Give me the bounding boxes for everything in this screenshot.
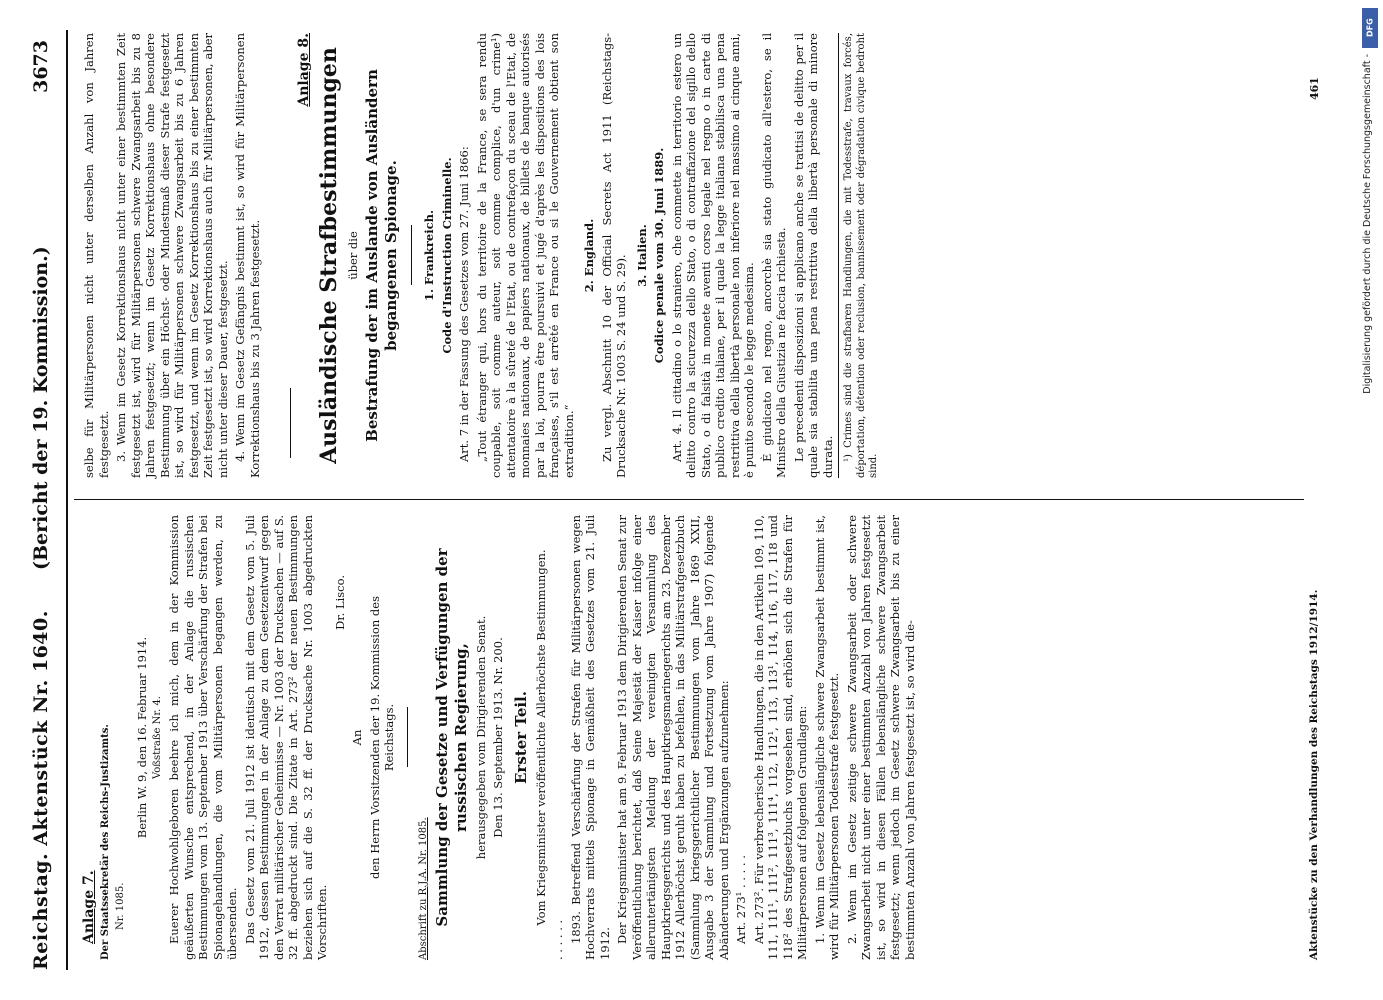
france-heading: 1. Frankreich. [422, 210, 436, 301]
letter-paragraph-2: Das Gesetz vom 21. Juli 1912 ist identisch mit dem Gesetz vom 5. Juli 1912, dessen Bestimmungen in der Anlage zu dem Gesetzentwurf gegen den Verrat militärischer Geheimnisse — Nr. 1003 der Drucksachen — auf S. 32 ff. abgedruckt sind. Die Zitate in Art. 273² der neuen Bestimmungen beziehen sich auf die S. 32 ff. der Drucksache Nr. 1003 abgedruckten Vorschriften. [242, 515, 329, 960]
france-text: „Tout étranger qui, hors du territoire de la France, se sera rendu coupable, soit comme auteur, soit comme complice, d'un crime¹) attentatoire à la sûreté de l'Etat, ou de contrefaçon du sceau de l'Etat, de monnaies nationaux, de papiers nationaux, de billets de banque autorisés par la loi, pourra être poursuivi et jugé d'après les dispositions des lois françaises, s'il est arrêté en France ou si le Gouvernement obtient son extradition.“ [474, 33, 576, 478]
signature: Dr. Lisco. [332, 575, 347, 630]
italy-heading: 3. Italien. [634, 224, 649, 287]
dfg-logo: DFG [1362, 8, 1378, 48]
provision-1: 1. Wenn im Gesetz lebenslängliche schwere Zwangsarbeit bestimmt ist, wird für Militärpersonen Todesstrafe festgesetzt. [812, 515, 841, 960]
provision-4: 4. Wenn im Gesetz Gefängnis bestimmt ist, so wird für Militärpersonen Korrektionshaus bis zu 3 Jahren festgesetzt. [233, 33, 262, 478]
italy-paragraph-2: È giudicato nel regno, ancorchè sia stato giudicato all'estero, se il Ministro della Giustizia ne faccia richiesta. [759, 33, 788, 478]
subtitle: Bestrafung der im Auslande von Ausländern begangenen Spionage. [363, 69, 400, 442]
france-code: Code d'Instruction Criminelle. [439, 157, 454, 354]
collection-title: Sammlung der Gesetze und Verfügungen der russischen Regierung, [432, 548, 470, 927]
letter-paragraph-1: Euerer Hochwohlgeboren beehre ich mich, dem in der Kommission geäußerten Wunsche entsprechend, in der Anlage die russischen Bestimmungen vom 13. September 1913 über Verschärfung der Strafen bei Spionagehandlungen, die vom Militärpersonen begangen werden, zu übersenden. [167, 515, 239, 960]
minister-heading: Vom Kriegsminister veröffentlichte Allerhöchste Bestimmungen. [533, 549, 548, 926]
ellipsis-dots: . . . . . . [551, 919, 565, 960]
separator-2 [290, 388, 291, 458]
addressee: den Herrn Vorsitzenden der 19. Kommission des Reichstags. [367, 596, 396, 879]
anlage-7-heading: Anlage 7. [81, 870, 97, 944]
header-page-number: 3673 [30, 40, 52, 93]
abschrift-note: Abschrift zu R.J.A. Nr. 1085. [417, 817, 429, 960]
page-header [8, 0, 68, 1000]
footnote: ¹) Crimes sind die strafbaren Handlungen, die mit Todesstrafe, travaux forcés, déportation, détention oder reclusion, bannissement oder dégradation civique bedroht sind. [838, 33, 881, 478]
continuation-text: selbe für Militärpersonen nicht unter derselben Anzahl von Jahren festgesetzt. [82, 33, 111, 478]
france-article: Art. 7 in der Fassung des Gesetzes vom 27. Juni 1866: [457, 146, 471, 462]
publisher: herausgegeben vom Dirigierenden Senat. [473, 615, 488, 860]
header-left: Reichstag. Aktenstück Nr. 1640. [30, 610, 52, 970]
england-text: Zu vergl. Abschnitt 10 der Official Secrets Act 1911 (Reichstags-Drucksache Nr. 1003 S. 24 und S. 29). [599, 33, 628, 478]
anlage-8-heading: Anlage 8. [296, 33, 312, 107]
italy-paragraph-3: Le precedenti disposizioni si applicano anche se trattisi de delitto per il quale sia stabilita una pena restrittiva della libertà personale di minore durata. [791, 33, 835, 478]
digitization-text: Digitalisierung gefördert durch die Deutsche Forschungsgemeinschaft - [1362, 54, 1373, 394]
footer-collection: Aktenstücke zu den Verhandlungen des Reichstags 1912/1914. [1308, 589, 1320, 960]
main-title: Ausländische Strafbestimmungen [315, 47, 342, 464]
sender-number: Nr. 1085. [114, 882, 126, 930]
footer-page-number: 461 [1308, 77, 1321, 100]
header-center: (Bericht der 19. Kommission.) [30, 246, 52, 570]
right-column [82, 33, 884, 478]
part-heading: Erster Teil. [511, 691, 530, 784]
provision-2: 2. Wenn im Gesetz zeitige schwere Zwangsarbeit oder schwere Zwangsarbeit nicht unter einer bestimmten Anzahl von Jahren festgesetzt ist, so wird in diesen Fällen lebenslängliche schwere Zwangsarbeit festgesetzt; wenn jedoch im Gesetz schwere Zwangsarbeit bis zu einer bestimmten Anzahl von Jahren festgesetzt ist, so wird die- [844, 515, 917, 960]
publication-date: Den 13. September 1913. Nr. 200. [491, 637, 505, 838]
street: Voßstraße Nr. 4. [152, 696, 163, 780]
separator-3 [411, 226, 412, 286]
left-column [82, 515, 920, 960]
paragraph-1893: 1893. Betreffend Verschärfung der Strafen für Militärpersonen wegen Hochverrats mittels Spionage in Gemäßheit des Gesetzes vom 21. Juli 1912. [568, 515, 612, 960]
separator [407, 708, 408, 768]
header-rule [66, 30, 68, 970]
italy-code: Codice penale vom 30. Juni 1889. [652, 147, 666, 364]
title-ueber: über die [345, 231, 360, 280]
italy-article-4: Art. 4. Il cittadino o lo straniero, che commette in territorio estero un delitto contro la sicurezza dello Stato, o di contraffazione del sigillo dello Stato, o di falsità in monete aventi corso legale nel regno o in carte di publico credito italiane, per il quale la legge italiana stabilisca una pena restrittiva della libertà personale non inferiore nel massimo ai cinque anni, è punito secondo le legge medesima. [669, 33, 756, 478]
provision-3: 3. Wenn im Gesetz Korrektionshaus nicht unter einer bestimmten Zeit festgesetzt ist, wird für Militärpersonen schwere Zwangsarbeit bis zu 8 Jahren festgesetzt; wenn im Gesetz Korrektionshaus ohne besondere Bestimmung über ein Höchst- oder Mindestmaß dieser Strafe festgesetzt ist, so wird für Militärpersonen schwere Zwangsarbeit bis zu 6 Jahren festgesetzt, und wenn im Gesetz Korrektionshaus bis zu einer bestimmten Zeit festgesetzt ist, so wird Korrektionshaus auch für Militärpersonen, aber nicht unter dieser Dauer, festgesetzt. [114, 33, 230, 478]
sender: Der Staatssekretär des Reichs-Justizamts. [99, 724, 111, 960]
column-divider [74, 499, 1304, 500]
article-273-1: Art. 273¹ . . . . . [734, 855, 748, 944]
addressee-an: An [350, 729, 364, 746]
paragraph-kriegsminister: Der Kriegsminister hat am 9. Februar 1913 dem Dirigierenden Senat zur Veröffentlichung berichtet, daß Seine Majestät der Kaiser infolge einer alleruntertänigsten Meldung der vereinigten Versammlung des Hauptkriegsgerichts und des Hauptkriegsmarinegerichts am 23. Dezember 1912 Allerhöchst geruht haben zu befehlen, in das Militärstrafgesetzbuch (Sammlung kriegsgerichtlicher Bestimmungen vom Jahre 1869 XXII, Ausgabe 3 der Sammlung und Fortsetzung vom Jahre 1907) folgende Abänderungen und Ergänzungen aufzunehmen: [615, 515, 731, 960]
place-date: Berlin W. 9, den 16. Februar 1914. [134, 636, 149, 839]
article-273-2: Art. 273². Für verbrecherische Handlungen, die in den Artikeln 109, 110, 111, 111¹, 111², 111³, 111⁴, 112, 112¹, 113, 113¹, 114, 116, 117, 118 und 118² des Strafgesetzbuchs vorgesehen sind, erhöhen sich die Strafen für Militärpersonen auf folgenden Grundlagen: [751, 515, 809, 960]
england-heading: 2. England. [582, 218, 596, 293]
